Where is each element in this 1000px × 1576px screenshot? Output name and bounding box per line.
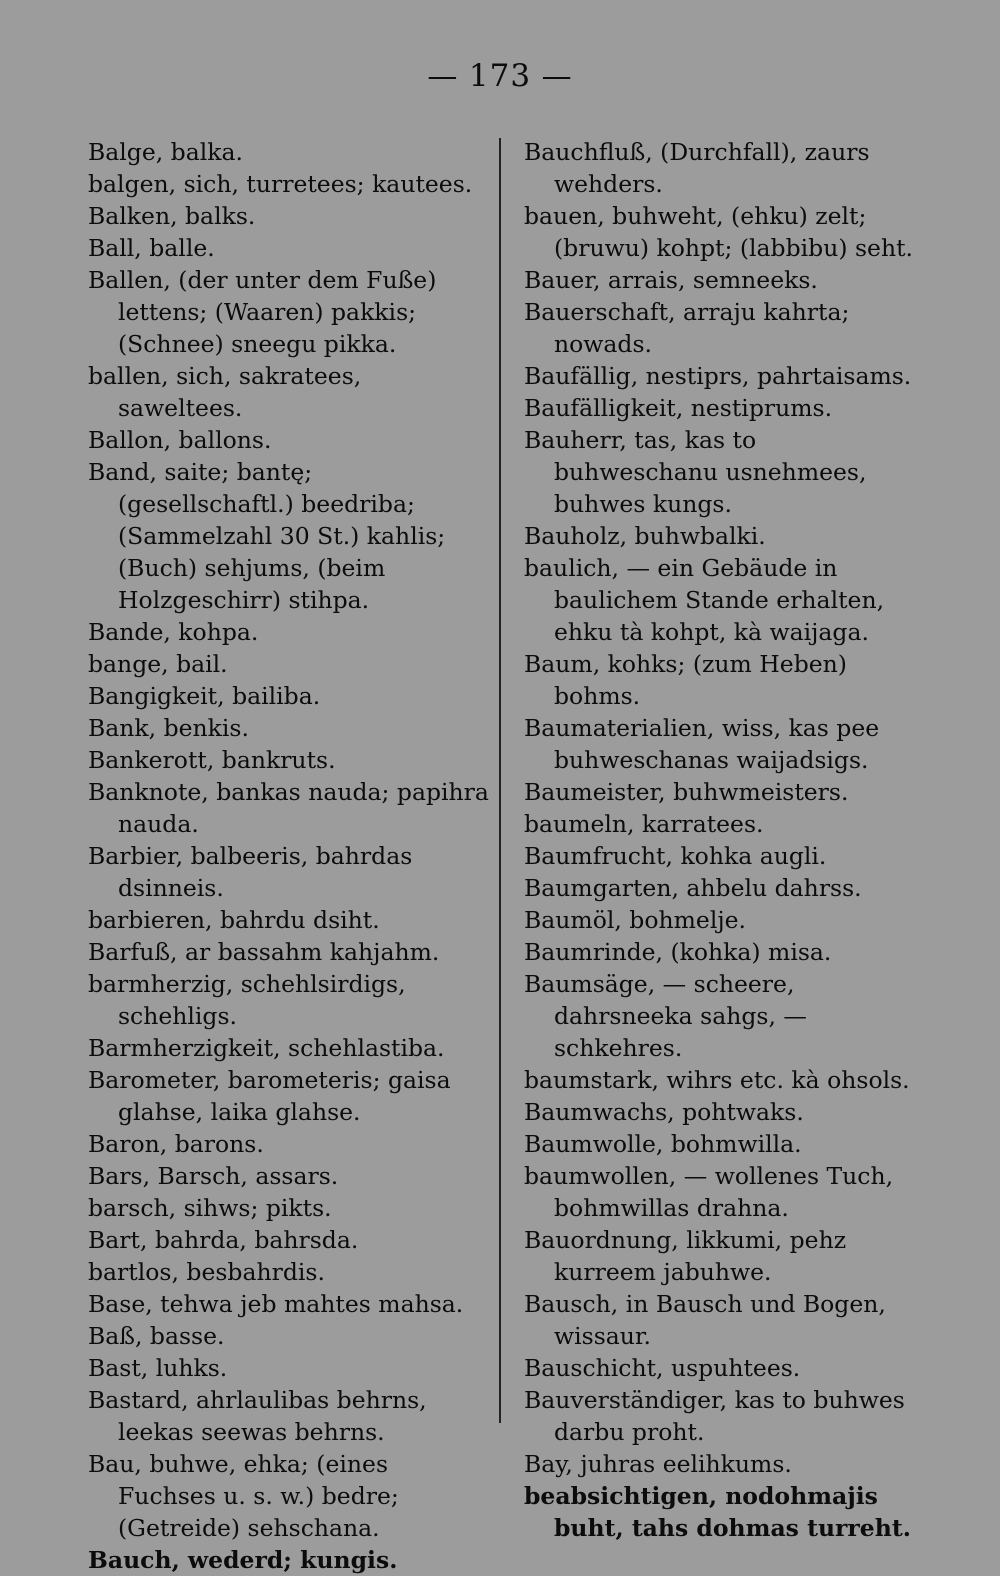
dictionary-entry: Baumgarten, ahbelu dahrss. [524,874,862,902]
dictionary-entry: Baumfrucht, kohka augli. [524,842,827,870]
dictionary-entry: Bauverständiger, kas to buhwes darbu proht. [524,1386,905,1446]
dictionary-entry: Band, saite; bantę; (gesellschaftl.) beedriba; (Sammelzahl 30 St.) kahlis; (Buch) sehjums, (beim Holzgeschirr) stihpa. [88,458,446,614]
dictionary-entry: Barmherzigkeit, schehlastiba. [88,1034,445,1062]
dictionary-entry: Bausch, in Bausch und Bogen, wissaur. [524,1290,886,1350]
dictionary-entry: Bauer, arrais, semneeks. [524,266,818,294]
dictionary-entry: Bauholz, buhwbalki. [524,522,766,550]
dictionary-entry: Baumsäge, — scheere, dahrsneeka sahgs, — schkehres. [524,970,807,1062]
dictionary-entry: Baß, basse. [88,1322,225,1350]
dictionary-entry: Balge, balka. [88,138,243,166]
dictionary-entry: Bankerott, bankruts. [88,746,336,774]
dictionary-entry: Ballen, (der unter dem Fuße) lettens; (Waaren) pakkis; (Schnee) sneegu pikka. [88,266,437,358]
dictionary-entry: Baumöl, bohmelje. [524,906,746,934]
dictionary-entry: Baufälligkeit, nestiprums. [524,394,833,422]
dash-right: — [541,59,573,94]
dictionary-entry: baumwollen, — wollenes Tuch, bohmwillas drahna. [524,1162,894,1222]
dictionary-entry: Bay, juhras eelihkums. [524,1450,792,1478]
dictionary-entry: Baum, kohks; (zum Heben) bohms. [524,650,847,710]
column-divider [499,138,501,1423]
dictionary-entry: Bart, bahrda, bahrsda. [88,1226,359,1254]
dictionary-entry: Bauerschaft, arraju kahrta; nowads. [524,298,850,358]
dictionary-entry: Bast, luhks. [88,1354,228,1382]
dictionary-entry: beabsichtigen, nodohmajis buht, tahs dohmas turreht. [524,1482,911,1542]
dictionary-entry: Base, tehwa jeb mahtes mahsa. [88,1290,464,1318]
dictionary-entry: Bande, kohpa. [88,618,259,646]
left-column [88,136,493,1576]
dictionary-entry: ballen, sich, sakratees, saweltees. [88,362,362,422]
dictionary-entry: Banknote, bankas nauda; papihra nauda. [88,778,489,838]
dictionary-entry: Baumwolle, bohmwilla. [524,1130,802,1158]
dictionary-entry: bartlos, besbahrdis. [88,1258,325,1286]
dictionary-entry: Bauherr, tas, kas to buhweschanu usnehmees, buhwes kungs. [524,426,867,518]
dictionary-entry: Baumeister, buhwmeisters. [524,778,849,806]
dictionary-entry: Bangigkeit, bailiba. [88,682,321,710]
dictionary-entry: barsch, sihws; pikts. [88,1194,332,1222]
dictionary-entry: balgen, sich, turretees; kautees. [88,170,473,198]
dictionary-entry: Balken, balks. [88,202,256,230]
dictionary-entry: Barbier, balbeeris, bahrdas dsinneis. [88,842,413,902]
page-number-header [0,58,1000,94]
dictionary-entry: Bauchfluß, (Durchfall), zaurs wehders. [524,138,870,198]
dash-left: — [427,59,459,94]
dictionary-entry: Bank, benkis. [88,714,249,742]
dictionary-entry: Bauch, wederd; kungis. [88,1546,398,1574]
dictionary-entry: Baumaterialien, wiss, kas pee buhweschanas waijadsigs. [524,714,880,774]
dictionary-entry: Bars, Barsch, assars. [88,1162,339,1190]
dictionary-entry: Ball, balle. [88,234,215,262]
dictionary-entry: Ballon, ballons. [88,426,272,454]
dictionary-entry: Baufällig, nestiprs, pahrtaisams. [524,362,912,390]
dictionary-entry: barmherzig, schehlsirdigs, schehligs. [88,970,406,1030]
dictionary-entry: Bauschicht, uspuhtees. [524,1354,801,1382]
page-number: 173 [468,58,532,94]
dictionary-entry: Baumrinde, (kohka) misa. [524,938,832,966]
dictionary-entry: Bauordnung, likkumi, pehz kurreem jabuhwe. [524,1226,847,1286]
dictionary-entry: baulich, — ein Gebäude in baulichem Stande erhalten, ehku tà kohpt, kà waijaga. [524,554,885,646]
right-column [524,136,924,1544]
dictionary-entry: Baron, barons. [88,1130,264,1158]
dictionary-entry: baumeln, karratees. [524,810,764,838]
dictionary-entry: Bastard, ahrlaulibas behrns, leekas seewas behrns. [88,1386,427,1446]
dictionary-entry: Bau, buhwe, ehka; (eines Fuchses u. s. w.) bedre; (Getreide) sehschana. [88,1450,399,1542]
dictionary-entry: barbieren, bahrdu dsiht. [88,906,380,934]
dictionary-entry: Barfuß, ar bassahm kahjahm. [88,938,440,966]
dictionary-entry: Barometer, barometeris; gaisa glahse, laika glahse. [88,1066,451,1126]
dictionary-entry: bange, bail. [88,650,228,678]
dictionary-entry: bauen, buhweht, (ehku) zelt; (bruwu) kohpt; (labbibu) seht. [524,202,913,262]
dictionary-entry: baumstark, wihrs etc. kà ohsols. [524,1066,910,1094]
dictionary-entry: Baumwachs, pohtwaks. [524,1098,804,1126]
